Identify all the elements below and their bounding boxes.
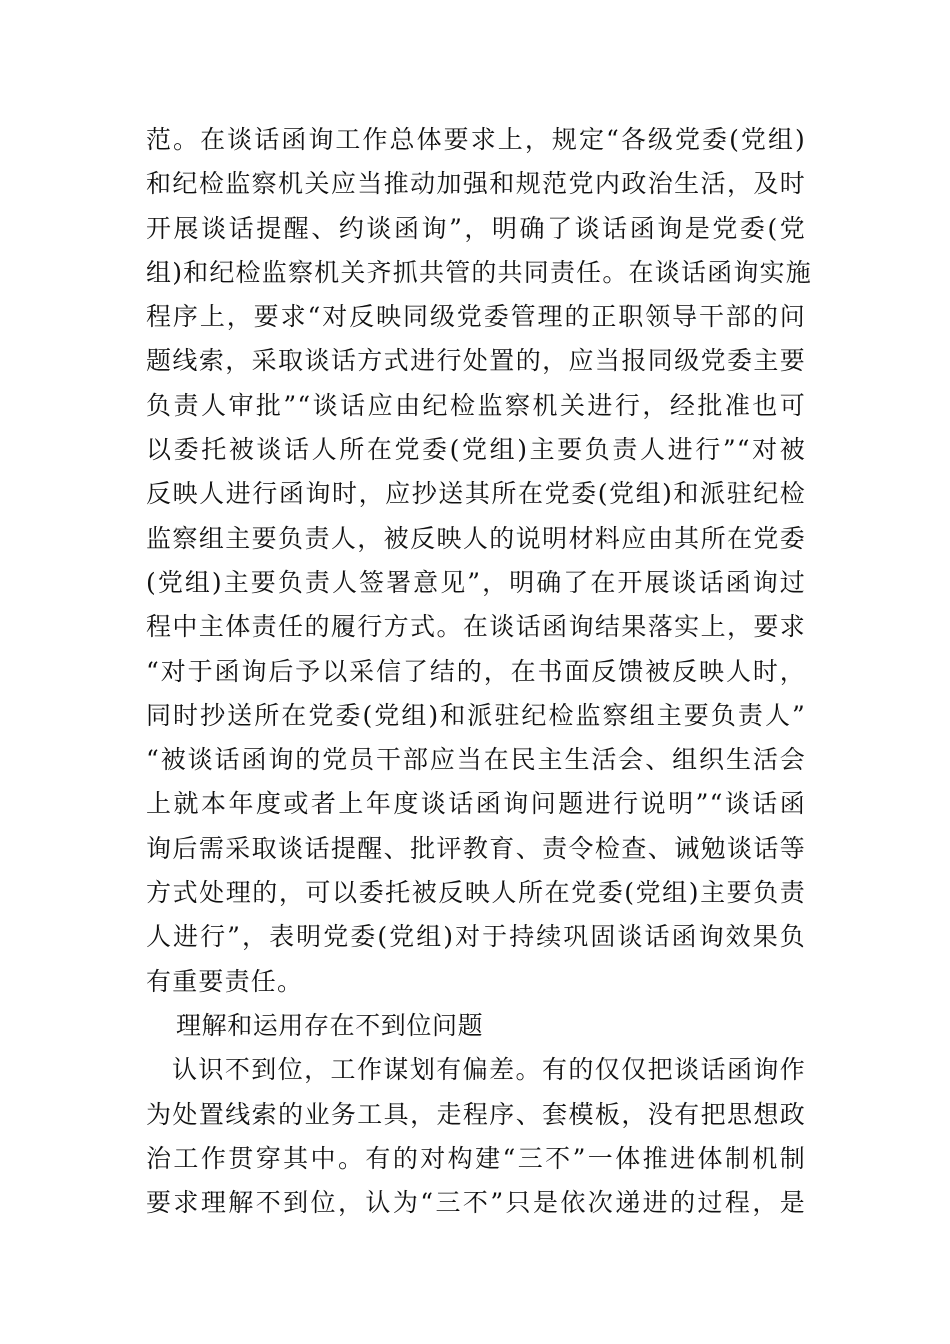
text-line: “被谈话函询的党员干部应当在民主生活会、组织生活会 [146,745,806,775]
text-line: “对于函询后予以采信了结的，在书面反馈被反映人时， [146,656,806,686]
text-line: 程中主体责任的履行方式。在谈话函询结果落实上，要求 [146,612,806,642]
text-line: 反映人进行函询时，应抄送其所在党委(党组)和派驻纪检 [146,479,806,509]
text-line: 同时抄送所在党委(党组)和派驻纪检监察组主要负责人” [146,700,806,730]
text-line: (党组)主要负责人签署意见”，明确了在开展谈话函询过 [146,567,806,597]
text-line: 要求理解不到位，认为“三不”只是依次递进的过程，是 [146,1188,806,1218]
text-line: 方式处理的，可以委托被反映人所在党委(党组)主要负责 [146,878,806,908]
text-line: 程序上，要求“对反映同级党委管理的正职领导干部的问 [146,302,806,332]
text-line: 和纪检监察机关应当推动加强和规范党内政治生活，及时 [146,169,806,199]
text-line: 询后需采取谈话提醒、批评教育、责令检查、诫勉谈话等 [146,833,806,863]
text-line: 为处置线索的业务工具，走程序、套模板，没有把思想政 [146,1099,806,1129]
text-line: 开展谈话提醒、约谈函询”，明确了谈话函询是党委(党 [146,213,806,243]
text-line: 治工作贯穿其中。有的对构建“三不”一体推进体制机制 [146,1143,806,1173]
text-line: 题线索，采取谈话方式进行处置的，应当报同级党委主要 [146,346,806,376]
text-line: 认识不到位，工作谋划有偏差。有的仅仅把谈话函询作 [172,1055,806,1085]
section-heading: 理解和运用存在不到位问题 [176,1010,484,1040]
text-line: 有重要责任。 [146,966,304,996]
text-line: 人进行”，表明党委(党组)对于持续巩固谈话函询效果负 [146,922,806,952]
text-line: 范。在谈话函询工作总体要求上，规定“各级党委(党组) [146,125,806,154]
text-line: 上就本年度或者上年度谈话函询问题进行说明”“谈话函 [146,789,806,819]
text-line: 组)和纪检监察机关齐抓共管的共同责任。在谈话函询实施 [146,257,812,287]
document-body [146,118,812,1225]
text-line: 监察组主要负责人，被反映人的说明材料应由其所在党委 [146,523,806,553]
text-line: 以委托被谈话人所在党委(党组)主要负责人进行”“对被 [146,435,806,465]
text-line: 负责人审批”“谈话应由纪检监察机关进行，经批准也可 [146,390,806,420]
